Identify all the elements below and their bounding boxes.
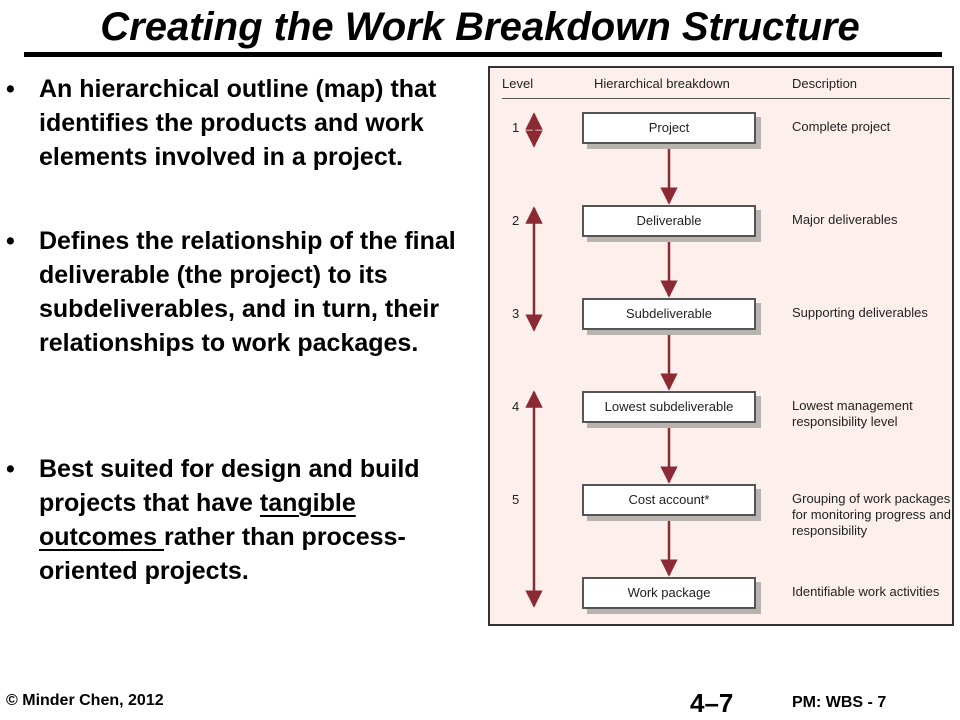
wbs-box-project: Project <box>582 112 756 144</box>
level-number: 1 <box>512 120 520 135</box>
copyright-text: © Minder Chen, 2012 <box>6 692 164 709</box>
wbs-box-lowest-subdeliverable: Lowest subdeliverable <box>582 391 756 423</box>
underlined-phrase: tangible outcomes <box>39 489 356 551</box>
level-number: 4 <box>512 399 520 414</box>
slide-title: Creating the Work Breakdown Structure <box>100 5 860 49</box>
section-label: PM: WBS - 7 <box>792 694 887 711</box>
title-underline-rule <box>24 52 942 57</box>
level-number: 2 <box>512 213 520 228</box>
bullet-dot: • <box>6 75 15 103</box>
bullet-dot: • <box>6 227 15 255</box>
row-description: Supporting deliverables <box>792 305 928 320</box>
row-description: Major deliverables <box>792 212 898 227</box>
bullet-text-part: rather than process-oriented projects. <box>39 523 406 585</box>
row-description: Complete project <box>792 119 891 134</box>
level-number: 3 <box>512 306 520 321</box>
level-number: 5 <box>512 492 520 507</box>
row-description: Identifiable work activities <box>792 584 940 599</box>
bullet-dot: • <box>6 455 15 483</box>
bullet-text-part: Best suited for design and build projects that have <box>39 455 420 517</box>
bullet-text <box>39 452 479 588</box>
wbs-figure <box>488 66 954 626</box>
header-level: Level <box>502 76 534 91</box>
wbs-box-subdeliverable: Subdeliverable <box>582 298 756 330</box>
header-breakdown: Hierarchical breakdown <box>594 76 730 91</box>
header-description: Description <box>792 76 858 91</box>
row-description: Lowest management responsibility level <box>792 398 913 429</box>
wbs-box-deliverable: Deliverable <box>582 205 756 237</box>
bullet-text: Defines the relationship of the final deliverable (the project) to its subdeliverables, and in turn, their relationships to work packages. <box>39 227 456 357</box>
row-description: Grouping of work packages for monitoring progress and responsibility <box>792 491 951 538</box>
page-number: 4–7 <box>690 688 734 718</box>
bullet-text: An hierarchical outline (map) that identifies the products and work elements involved in a project. <box>39 75 437 171</box>
wbs-box-cost-account: Cost account* <box>582 484 756 516</box>
wbs-box-work-package: Work package <box>582 577 756 609</box>
wbs-arrows <box>490 68 956 628</box>
